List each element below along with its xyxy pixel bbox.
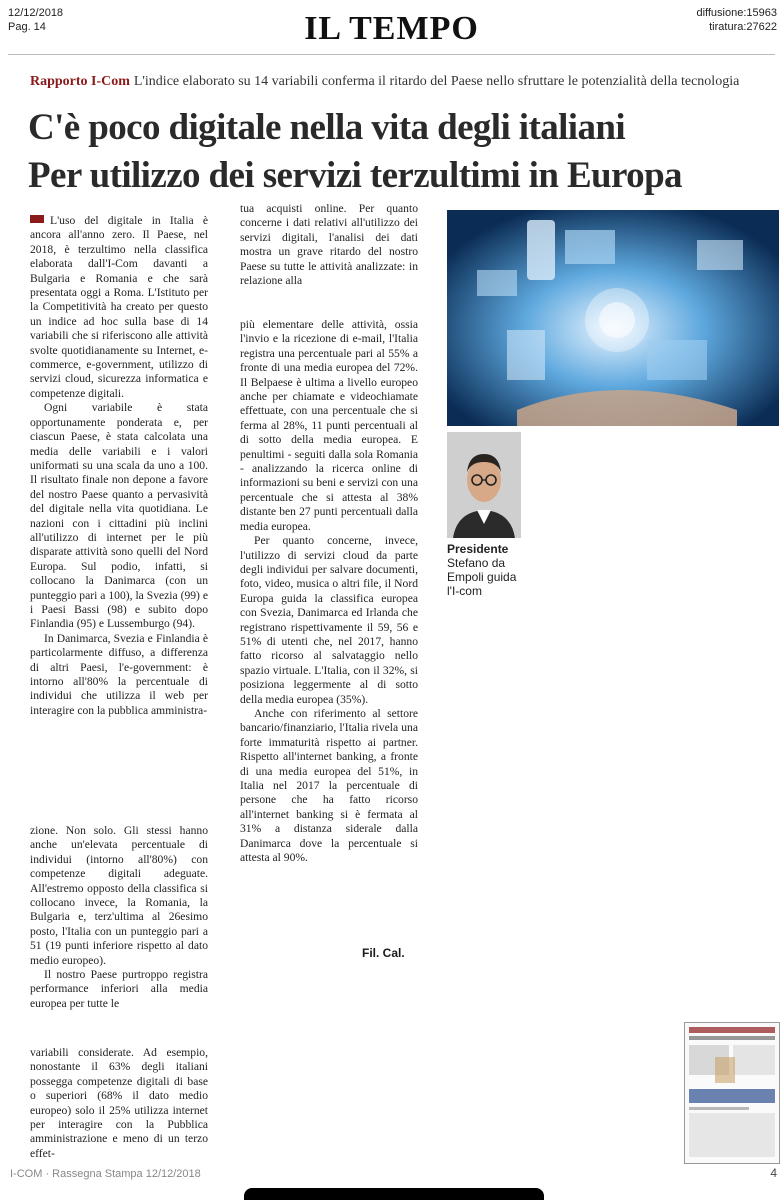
newspaper-masthead: IL TEMPO — [304, 10, 479, 47]
paragraph: Per quanto concerne, invece, l'utilizzo di servizi cloud da parte degli individui per salvare documenti, foto, video, musica o altri file, il Nord Europa guida la classifica europea con Svezia, Danimarca ed Irlanda che registrano rispettivamente il 59, 56 e 51% di utenti che, nel 2017, hanno fatto ricorso al salvataggio nello spazio virtuale. L'Italia, con il 32%, si posiziona leggermente al di sotto della media europea (35%). — [240, 534, 418, 706]
footer-page-number: 4 — [770, 1166, 777, 1180]
paragraph: zione. Non solo. Gli stessi hanno anche un'elevata percentuale di individui (intorno all'80%) con competenze digitali adeguate. All'estremo opposto della classifica si collocano invece, la Romania, la Bulgaria e, terz'ultima al 26esimo posto, l'Italia con un punteggio pari a 51 (19 punti inferiore rispetto al dato medio europeo). — [30, 824, 208, 967]
footer-source: I-COM · Rassegna Stampa 12/12/2018 — [10, 1168, 201, 1180]
column-2-top — [240, 202, 418, 288]
column-1-top — [30, 214, 208, 718]
paragraph: tua acquisti online. Per quanto concerne i dati relativi all'utilizzo dei servizi digitali, l'analisi dei dati mostra un grave ritardo del nostro Paese su tutte le attività analizzate: in relazione alla — [240, 202, 418, 288]
headline-line-1: C'è poco digitale nella vita degli italiani — [28, 107, 626, 148]
home-indicator-bar[interactable] — [244, 1188, 544, 1200]
clip-date: 12/12/2018 — [8, 7, 64, 19]
kicker-text: L'indice elaborato su 14 variabili conferma il ritardo del Paese nello sfruttare le potenzialità della tecnologia — [133, 74, 740, 89]
paragraph: Anche con riferimento al settore bancario/finanziario, l'Italia rivela una forte immaturità rispetto ai partner. Rispetto all'internet banking, a fronte di una media europea del 51%, in Italia nel 2017 la percentuale di persone che ha fatto ricorso all'internet banking si è fermata al 31% a distanza siderale dalla Danimarca dove la percentuale si attesta al 90%. — [240, 706, 418, 865]
tiratura-label: tiratura:27622 — [709, 21, 777, 33]
paragraph: variabili considerate. Ad esempio, nonostante il 63% degli italiani possegga competenze digitali di base o superiori (68% il dato medio europeo) solo il 25% utilizza internet per interagire con la Pubblica amministrazione e meno di un terzo effet- — [30, 1046, 208, 1160]
paragraph: L'uso del digitale in Italia è ancora all'anno zero. Il Paese, nel 2018, è terzultimo nella classifica elaborata dall'I-Com davanti a Bulgaria e Romania e che sarà presentata oggi a Roma. L'Istituto per la Competitività ha creato per questo un indice ad hoc sulla base di 14 variabili che si riferiscono alle attività svolte quotidianamente su Internet, e-commerce, e-government, utilizzo di servizi cloud, sicurezza informatica e competenze digitali. — [30, 214, 208, 400]
author-signature: Fil. Cal. — [362, 946, 405, 960]
diffusione-label: diffusione:15963 — [696, 7, 777, 19]
caption-title: Presidente — [447, 542, 509, 556]
section-marker-icon — [30, 215, 44, 223]
headline-line-2: Per utilizzo dei servizi terzultimi in Europa — [28, 155, 682, 196]
article-kicker — [30, 72, 739, 90]
column-1-middle — [30, 824, 208, 1011]
paragraph: Il nostro Paese purtroppo registra performance inferiori alla media europea per tutte le — [30, 968, 208, 1010]
page-thumbnail — [684, 1022, 780, 1164]
caption-text: Stefano da Empoli guida l'I-com — [447, 556, 517, 598]
president-portrait — [447, 432, 521, 538]
clip-page: Pag. 14 — [8, 21, 46, 33]
header-divider — [8, 54, 775, 55]
kicker-label: Rapporto I-Com — [30, 74, 130, 89]
column-1-bottom — [30, 1046, 208, 1161]
digital-technology-photo — [447, 210, 779, 426]
photo-caption — [447, 542, 527, 598]
column-2-main — [240, 318, 418, 865]
paragraph: In Danimarca, Svezia e Finlandia è particolarmente diffuso, a differenza di altri Paesi, l'e-government: è intorno all'80% la percentuale di individui che utilizza il web per interagire con la pubblica amministra- — [30, 631, 208, 717]
paragraph: Ogni variabile è stata opportunamente ponderata e, per ciascun Paese, è stata calcolata una media delle variabili e i valori uniformati su una scala da uno a 100. Il risultato finale non depone a favore del nostro Paese quanto a pervasività del digitale nella vita quotidiana. Le nazioni con i cittadini più inclini all'utilizzo di internet per le più disparate attività sono quelli del Nord Europa. Sul podio, infatti, si collocano la Danimarca (con un punteggio pari a 100), la Svezia (99) e i Paesi Bassi (98) e subito dopo Finlandia (95) e Lussemburgo (94). — [30, 401, 208, 631]
paragraph: più elementare delle attività, ossia l'invio e la ricezione di e-mail, l'Italia registra una percentuale pari al 55% a fronte di una media europea del 72%. Il Belpaese è ultima a livello europeo anche per chiamate e videochiamate effettuate, con una percentuale che si ferma al 28%, 11 punti percentuali al di sotto della media europea. E penultimi - seguiti dalla sola Romania - analizzando la ricerca online di informazioni su beni e servizi con una percentuale che si attesta al 38% distante ben 27 punti percentuali dalla media europea. — [240, 318, 418, 533]
